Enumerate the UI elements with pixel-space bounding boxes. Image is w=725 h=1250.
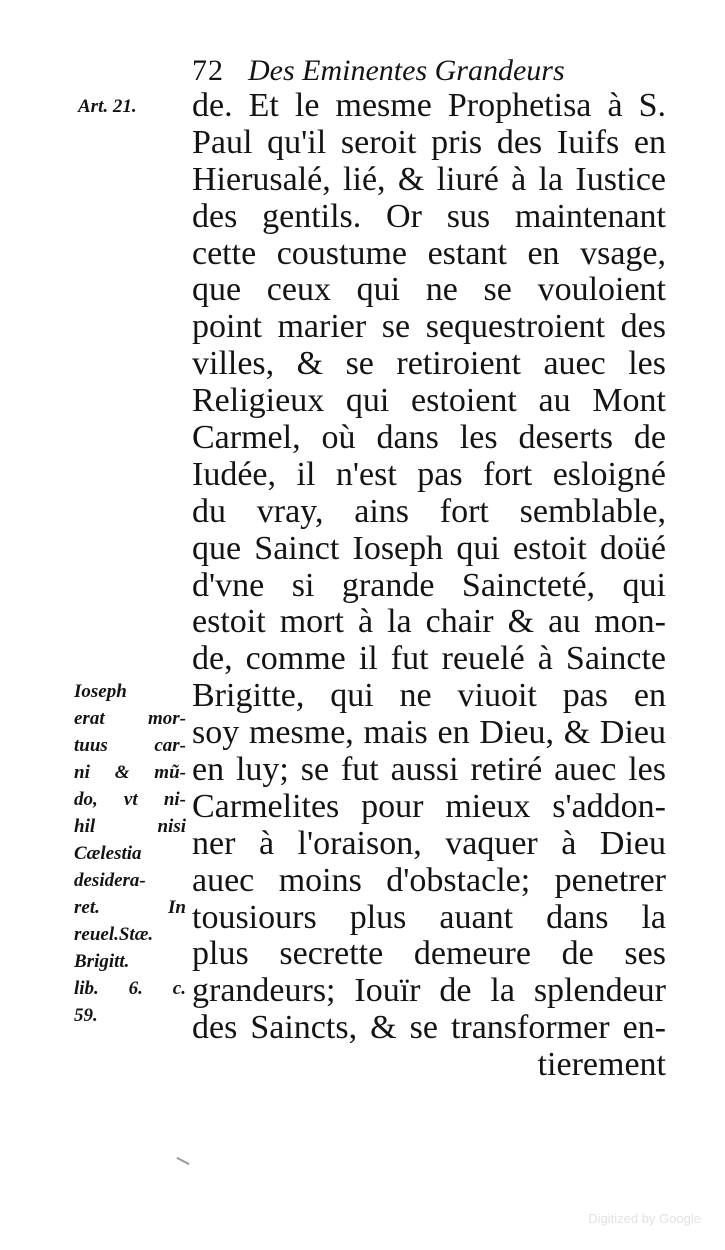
marginal-line: Cælestia [74, 843, 142, 864]
text-line: Religieux qui estoient au Mont [192, 383, 666, 420]
text-line: villes, & se retiroient auec les [192, 346, 666, 383]
text-line: Paul qu'il seroit pris des Iuifs en [192, 124, 666, 161]
text-line: Carmel, où dans les deserts de [192, 420, 666, 457]
text-line: soy mesme, mais en Dieu, & Dieu [192, 715, 666, 752]
marginal-line: tuus car- [74, 735, 186, 756]
marginal-line: hil nisi [74, 816, 186, 837]
text-line: des Saincts, & se transformer en- [192, 1010, 666, 1047]
text-line: d'vne si grande Saincteté, qui [192, 567, 666, 604]
marginal-line: lib. 6. c. [74, 978, 186, 999]
page-number: 72 [192, 54, 224, 87]
text-line: du vray, ains fort semblable, [192, 493, 666, 530]
catchword-line: tierement [537, 1047, 666, 1084]
text-line: Carmelites pour mieux s'addon- [192, 788, 666, 825]
marginal-line: do, vt ni- [74, 789, 186, 810]
text-line: en luy; se fut aussi retiré auec les [192, 752, 666, 789]
text-line: plus secrette demeure de ses [192, 936, 666, 973]
marginal-line: 59. [74, 1005, 98, 1026]
marginal-line: erat mor- [74, 708, 186, 729]
text-line: de, comme il fut reuelé à Saincte [192, 641, 666, 678]
text-line: des gentils. Or sus maintenant [192, 198, 666, 235]
marginal-line: ni & mũ- [74, 762, 186, 783]
marginal-line: ret. In [74, 897, 186, 918]
body-text [192, 88, 666, 1084]
marginal-note [74, 678, 194, 1029]
text-line: de. Et le mesme Prophetisa à S. [192, 88, 666, 124]
stray-ink-mark [176, 1157, 189, 1165]
text-line: tousiours plus auant dans la [192, 899, 666, 936]
marginal-line: reuel.Stæ. [74, 924, 154, 945]
scan-watermark: Digitized by Google [588, 1211, 701, 1226]
text-line: estoit mort à la chair & au mon- [192, 604, 666, 641]
text-line: grandeurs; Iouïr de la splendeur [192, 973, 666, 1010]
text-line: auec moins d'obstacle; penetrer [192, 862, 666, 899]
text-line: que ceux qui ne se vouloient [192, 272, 666, 309]
text-line: point marier se sequestroient des [192, 309, 666, 346]
running-head-title: Des Eminentes Grandeurs [248, 54, 565, 87]
article-reference: Art. 21. [78, 96, 137, 117]
marginal-line: desidera- [74, 870, 146, 891]
marginal-line: Brigitt. [74, 951, 130, 972]
running-head [192, 56, 632, 86]
text-line: cette coustume estant en vsage, [192, 235, 666, 272]
text-line: ner à l'oraison, vaquer à Dieu [192, 825, 666, 862]
text-line: Hierusalé, lié, & liuré à la Iustice [192, 161, 666, 198]
marginal-line: Ioseph [74, 681, 127, 702]
text-line: Brigitte, qui ne viuoit pas en [192, 678, 666, 715]
text-line: que Sainct Ioseph qui estoit doüé [192, 530, 666, 567]
text-line: Iudée, il n'est pas fort esloigné [192, 456, 666, 493]
